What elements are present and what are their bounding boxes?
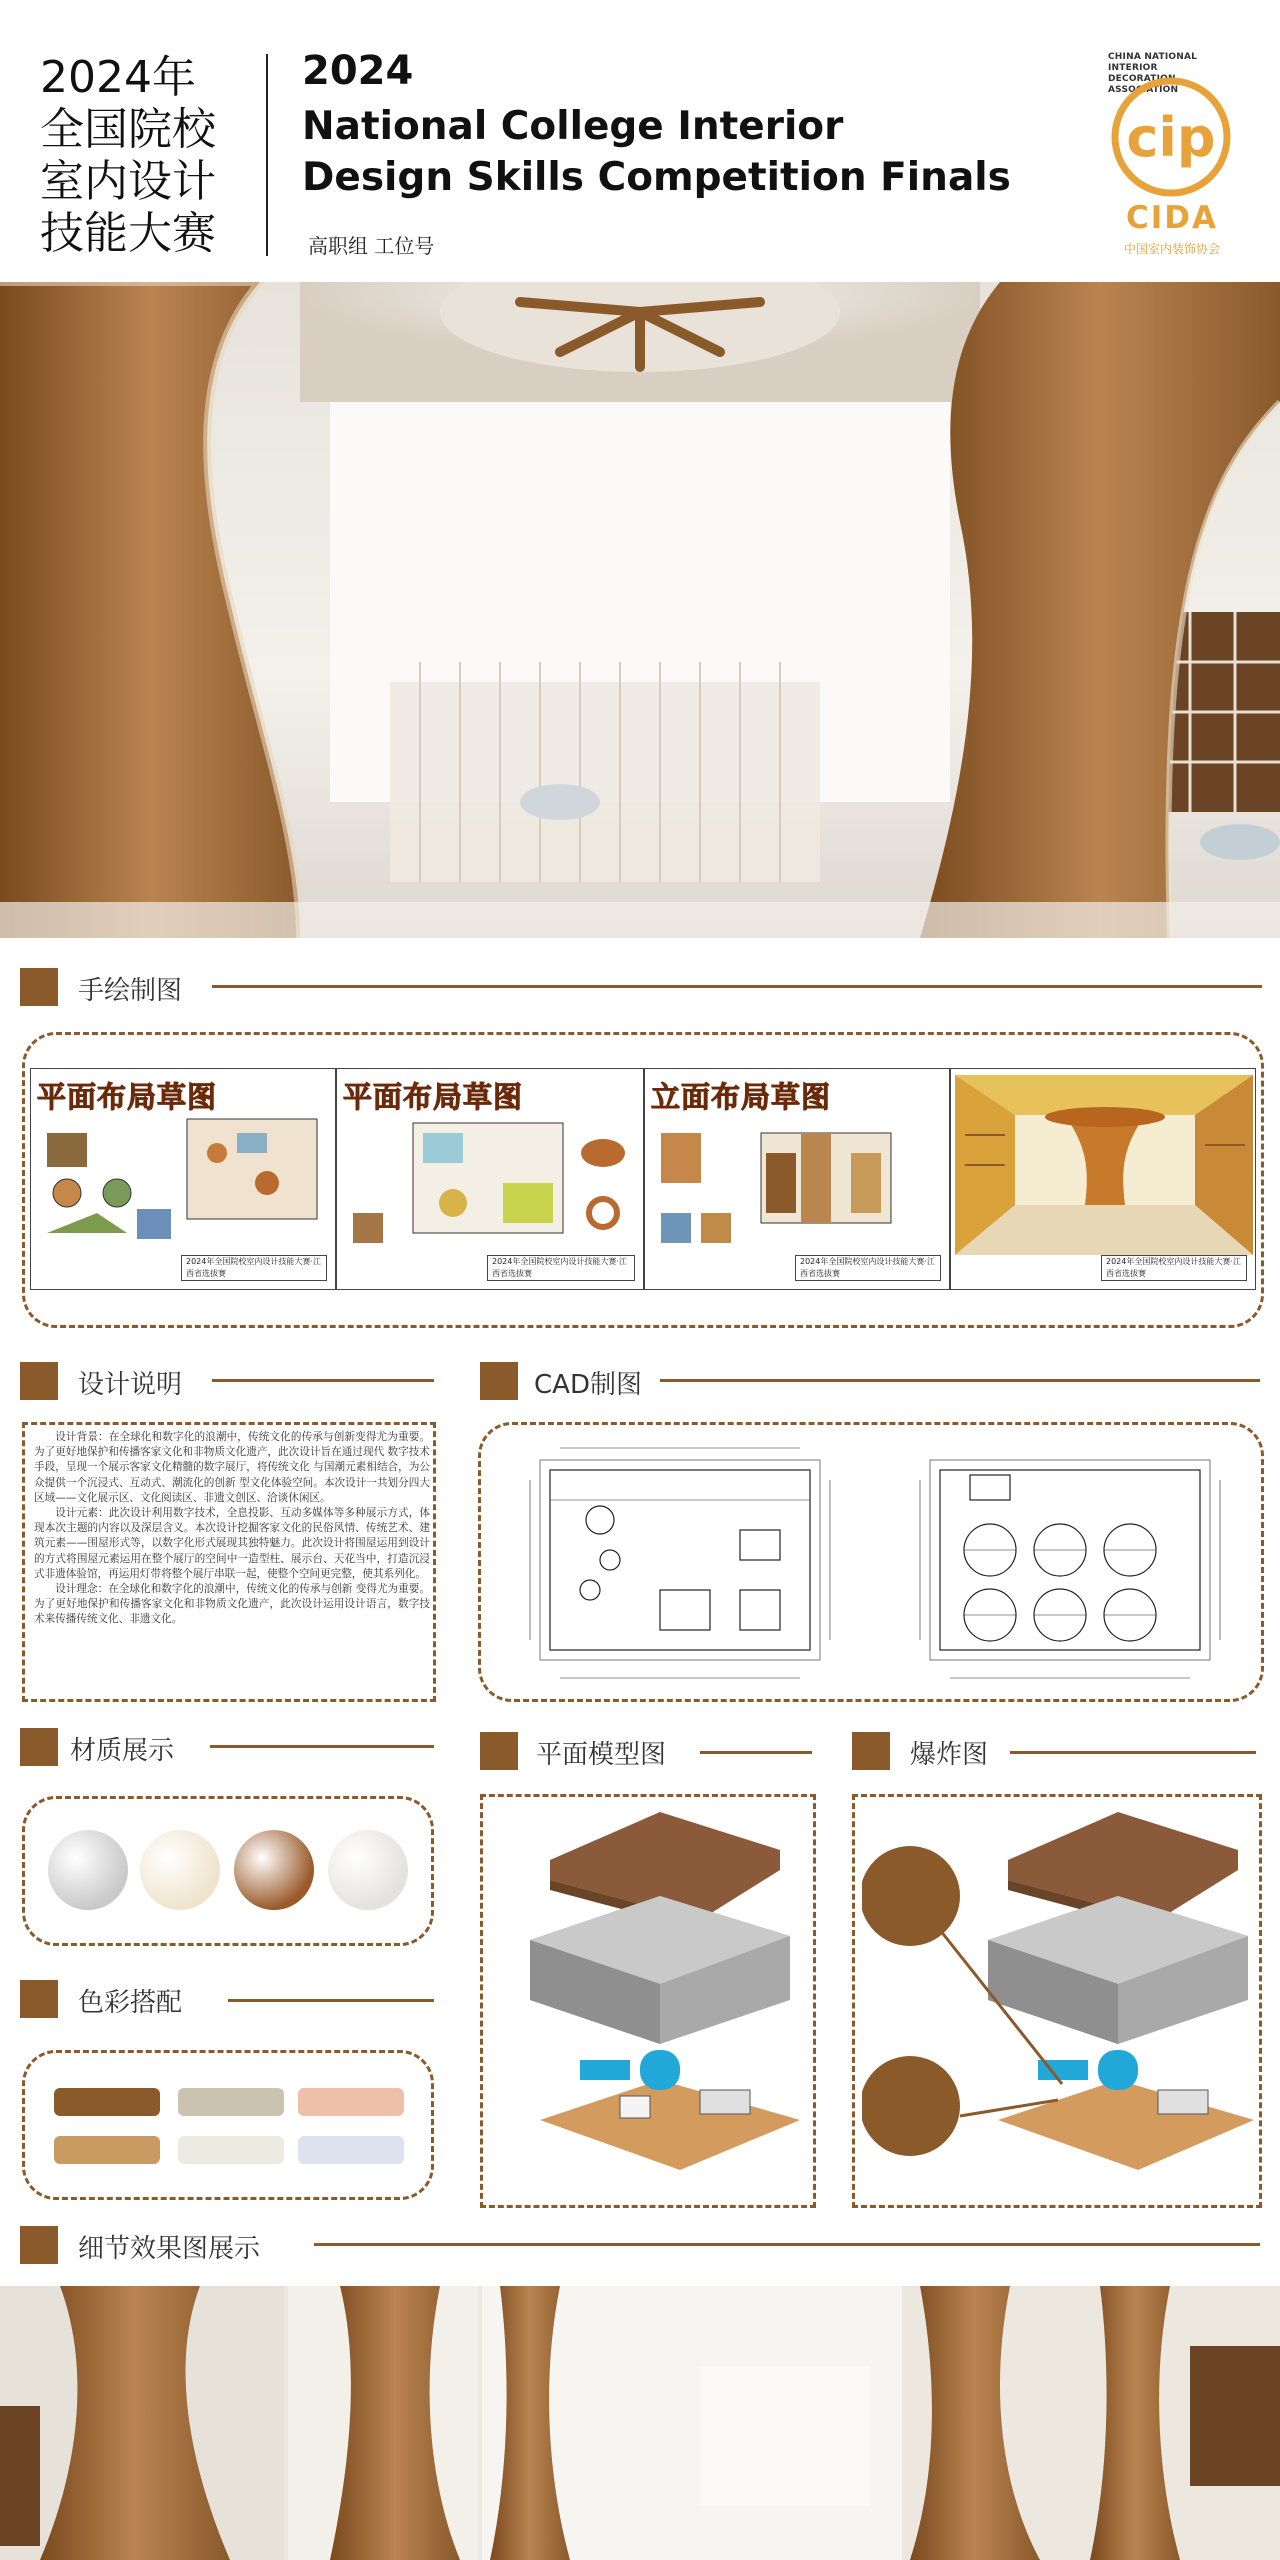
sketch-drawing-icon bbox=[343, 1113, 639, 1253]
cad-floor-plan-icon bbox=[510, 1440, 850, 1690]
sketch-drawing-icon bbox=[37, 1113, 331, 1253]
section-rule bbox=[660, 1379, 1260, 1382]
section-title-colors: 色彩搭配 bbox=[78, 1988, 183, 2018]
plan-model-image bbox=[500, 1800, 800, 2200]
logo-association-line: CHINA NATIONAL INTERIOR bbox=[1108, 52, 1198, 73]
color-chip bbox=[298, 2088, 404, 2116]
hero-render-image bbox=[0, 282, 1280, 938]
section-marker bbox=[20, 2226, 58, 2264]
color-chip bbox=[178, 2088, 284, 2116]
color-chip bbox=[178, 2136, 284, 2164]
perspective-sketch-icon bbox=[955, 1075, 1253, 1255]
english-title-line: National College Interior bbox=[302, 104, 844, 149]
section-marker bbox=[20, 968, 58, 1006]
section-marker bbox=[480, 1362, 518, 1400]
section-marker bbox=[20, 1980, 58, 2018]
material-swatch-white-stone bbox=[328, 1830, 408, 1910]
chinese-title bbox=[40, 52, 260, 260]
cad-ceiling-plan-icon bbox=[900, 1440, 1240, 1690]
sketch-title: 立面布局草图 bbox=[651, 1080, 832, 1114]
callout-circle-icon bbox=[862, 2056, 960, 2156]
material-swatch-light-wood bbox=[140, 1830, 220, 1910]
detail-render-4 bbox=[906, 2286, 1280, 2560]
chinese-title-line: 技能大赛 bbox=[40, 208, 216, 259]
sketch-footer: 2024年全国院校室内设计技能大赛·江西省选拔赛 bbox=[181, 1255, 327, 1281]
material-swatch-walnut-wood bbox=[234, 1830, 314, 1910]
section-rule bbox=[228, 1999, 434, 2002]
group-label: 高职组 工位号 bbox=[308, 234, 435, 258]
section-marker bbox=[20, 1362, 58, 1400]
detail-render-1 bbox=[0, 2286, 284, 2560]
design-notes-paragraph: 设计背景：在全球化和数字化的浪潮中，传统文化的传承与创新变得尤为重要。为了更好地保护和传播客家文化和非物质文化遗产，此次设计旨在通过现代 数字技术手段，呈现一个展示客家文化精髓的数字展厅，将传统文化 与国潮元素相结合，为公众提供一个沉浸式、互动式、潮流化的创新 型文化体验空间。本次设计一共划分四大区域——文化展示区、文化阅读区、非遗文创区、洽谈休闲区。 bbox=[34, 1431, 430, 1504]
detail-render-3 bbox=[482, 2286, 902, 2560]
section-title-plan-model: 平面模型图 bbox=[536, 1740, 667, 1770]
exploded-view-image bbox=[862, 1800, 1258, 2200]
sketch-footer: 2024年全国院校室内设计技能大赛·江西省选拔赛 bbox=[1101, 1255, 1247, 1281]
sketch-drawing-icon bbox=[651, 1113, 945, 1253]
detail-render-strip bbox=[0, 2286, 1280, 2560]
chinese-title-line: 全国院校 bbox=[40, 104, 216, 155]
chinese-title-line: 室内设计 bbox=[40, 156, 216, 207]
color-chip bbox=[298, 2136, 404, 2164]
sketch-perspective bbox=[950, 1068, 1256, 1290]
cida-logo-icon bbox=[1110, 76, 1232, 198]
english-title-line: Design Skills Competition Finals bbox=[302, 155, 1011, 200]
color-chip bbox=[54, 2136, 160, 2164]
section-rule bbox=[212, 1379, 434, 1382]
design-notes-text bbox=[34, 1430, 430, 1628]
sketch-elevation bbox=[644, 1068, 950, 1290]
section-marker bbox=[480, 1732, 518, 1770]
sketch-footer: 2024年全国院校室内设计技能大赛·江西省选拔赛 bbox=[795, 1255, 941, 1281]
section-marker bbox=[20, 1728, 58, 1766]
logo-mark-text: cip bbox=[1126, 106, 1216, 169]
section-title-detail-renders: 细节效果图展示 bbox=[78, 2234, 261, 2264]
section-title-exploded: 爆炸图 bbox=[910, 1740, 989, 1770]
section-rule bbox=[210, 1745, 434, 1748]
logo-acronym: CIDA bbox=[1125, 200, 1218, 236]
english-title-year: 2024 bbox=[302, 48, 414, 94]
material-swatch-grey-textile bbox=[48, 1830, 128, 1910]
logo-association-line: DECORATION ASSOCIATION bbox=[1108, 74, 1179, 95]
section-marker bbox=[852, 1732, 890, 1770]
sketch-title: 平面布局草图 bbox=[343, 1080, 524, 1114]
design-notes-paragraph: 设计理念：在全球化和数字化的浪潮中，传统文化的传承与创新 变得尤为重要。为了更好地保护和传播客家文化和非物质文化遗产，此次设计运用设计语言，数字技术来传播传统文化、非遗文化。 bbox=[34, 1583, 430, 1626]
detail-render-2 bbox=[288, 2286, 478, 2560]
callout-circle-icon bbox=[862, 1846, 960, 1946]
section-rule bbox=[1010, 1751, 1256, 1754]
color-chip bbox=[54, 2088, 160, 2116]
section-rule bbox=[700, 1751, 812, 1754]
palette-frame bbox=[22, 2050, 434, 2200]
sketch-floor-plan-1 bbox=[30, 1068, 336, 1290]
section-title-cad: CAD制图 bbox=[534, 1370, 642, 1400]
section-rule bbox=[314, 2243, 1260, 2246]
section-title-hand-drawing: 手绘制图 bbox=[78, 976, 183, 1006]
section-title-materials: 材质展示 bbox=[70, 1736, 175, 1766]
sketch-floor-plan-2 bbox=[336, 1068, 644, 1290]
section-title-design-notes: 设计说明 bbox=[78, 1370, 183, 1400]
section-rule bbox=[212, 985, 1262, 988]
chinese-title-line: 2024年 bbox=[40, 52, 196, 103]
sketch-footer: 2024年全国院校室内设计技能大赛·江西省选拔赛 bbox=[487, 1255, 635, 1281]
sketch-title: 平面布局草图 bbox=[37, 1080, 218, 1114]
title-divider bbox=[266, 54, 268, 256]
logo-association-cn: 中国室内装饰协会 bbox=[1123, 242, 1220, 256]
design-notes-paragraph: 设计元素：此次设计利用数字技术，全息投影、互动多媒体等多种展示方式，体现本次主题的内容以及深层含义。本次设计挖掘客家文化的民俗风情、传统艺术、建筑元素——围屋形式等，以数字化形式展现其独特魅力。此次设计将围屋运用到设计的方式将围屋元素运用在整个展厅的空间中一造型柱、展示台、天花当中，打造沉浸式非遗体验馆，再运用灯带将整个展厅串联一起，使整个空间更完整，使其系列化。 bbox=[34, 1507, 430, 1580]
